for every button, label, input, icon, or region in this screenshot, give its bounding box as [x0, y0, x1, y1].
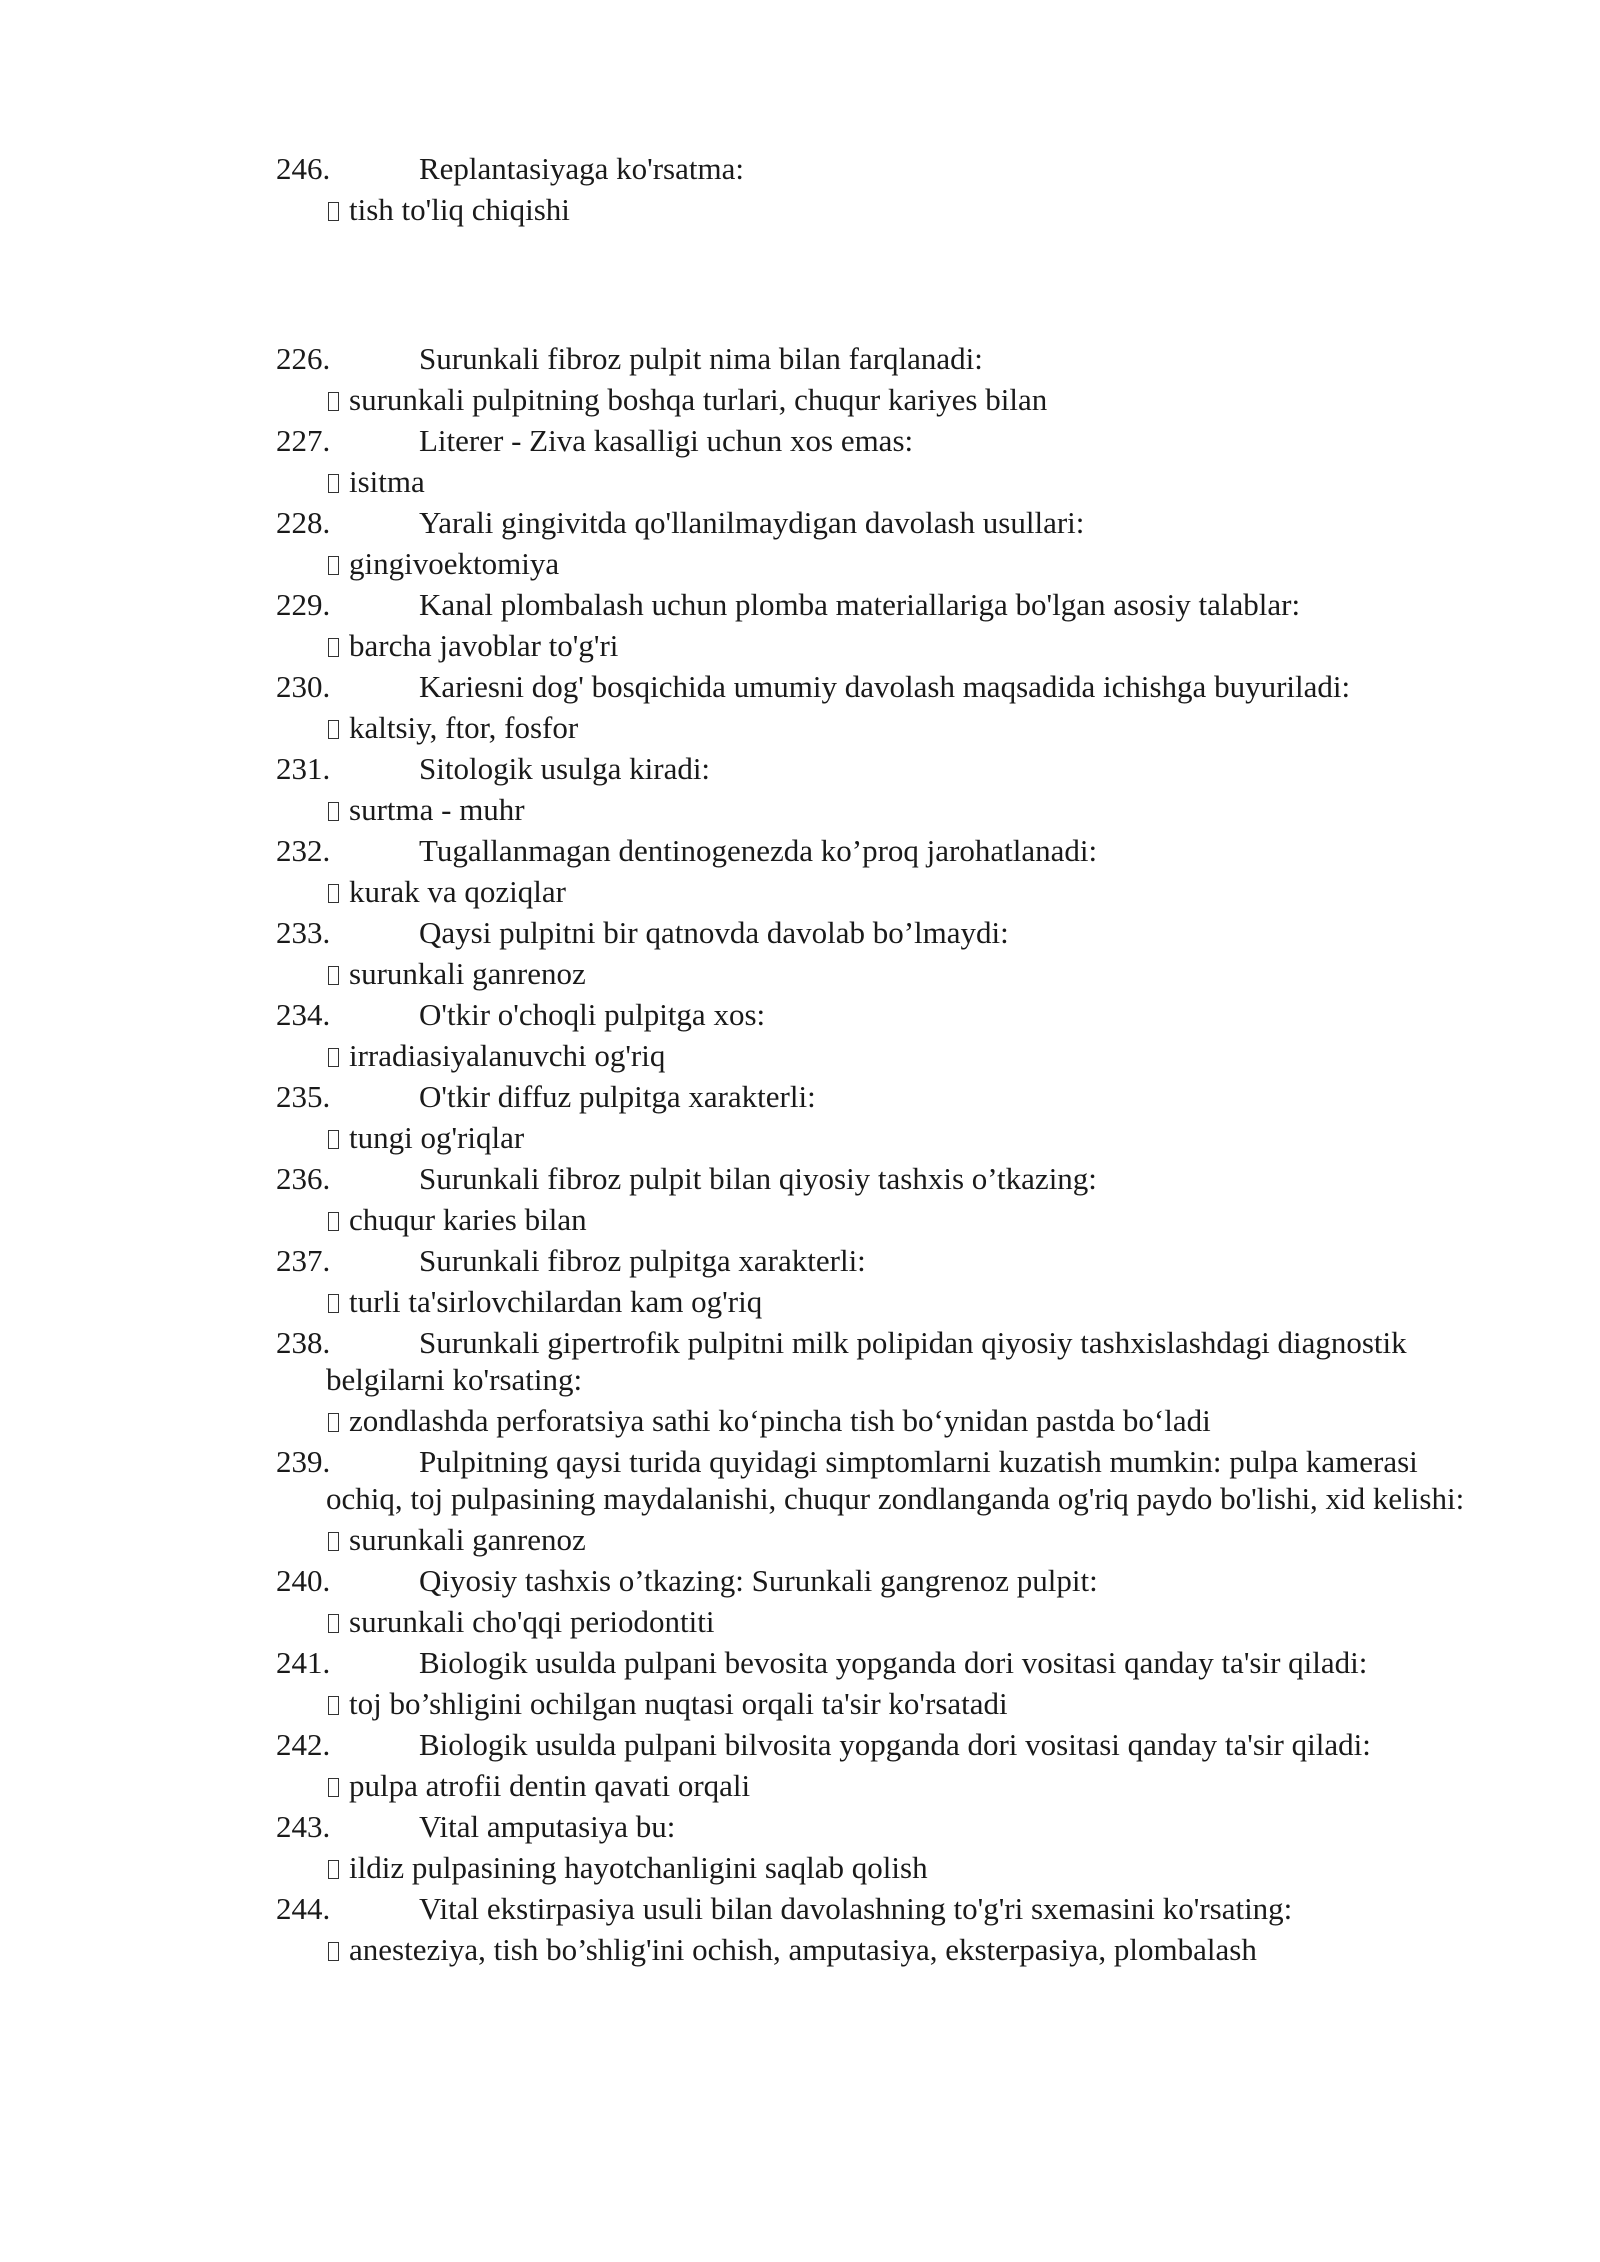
- question-number: 228.: [276, 505, 331, 540]
- question-item: [276, 1890, 1476, 1927]
- checkbox-glyph-icon: [328, 1413, 339, 1432]
- question-item: [276, 504, 1476, 541]
- answer-item: [276, 191, 1476, 228]
- question-text: Qaysi pulpitni bir qatnovda davolab bo’lmaydi:: [419, 915, 1009, 950]
- checkbox-glyph-icon: [328, 556, 339, 575]
- answer-text: anesteziya, tish bo’shlig'ini ochish, amputasiya, eksterpasiya, plombalash: [349, 1932, 1257, 1967]
- answer-text: turli ta'sirlovchilardan kam og'riq: [349, 1284, 763, 1319]
- question-item: [276, 996, 1476, 1033]
- question-item: [276, 422, 1476, 459]
- question-number: 234.: [276, 997, 331, 1032]
- question-number: 236.: [276, 1161, 331, 1196]
- answer-item: [276, 709, 1476, 746]
- answer-text: surunkali ganrenoz: [349, 1522, 586, 1557]
- answer-text: kaltsiy, ftor, fosfor: [349, 710, 579, 745]
- answer-item: [276, 1931, 1476, 1968]
- question-number: 233.: [276, 915, 331, 950]
- question-number: 237.: [276, 1243, 331, 1278]
- question-item: [276, 1726, 1476, 1763]
- question-item: [276, 914, 1476, 951]
- question-text: Surunkali fibroz pulpit nima bilan farqlanadi:: [419, 341, 983, 376]
- question-number: 242.: [276, 1727, 331, 1762]
- question-text: Tugallanmagan dentinogenezda ko’proq jarohatlanadi:: [419, 833, 1098, 868]
- question-list-top: [276, 150, 1476, 232]
- question-item: [276, 1242, 1476, 1279]
- question-number: 241.: [276, 1645, 331, 1680]
- answer-text: irradiasiyalanuvchi og'riq: [349, 1038, 666, 1073]
- question-text: Sitologik usulga kiradi:: [419, 751, 711, 786]
- checkbox-glyph-icon: [328, 392, 339, 411]
- answer-item: [276, 791, 1476, 828]
- question-item: [276, 832, 1476, 869]
- answer-text: barcha javoblar to'g'ri: [349, 628, 619, 663]
- answer-item: [276, 1767, 1476, 1804]
- question-text: Biologik usulda pulpani bilvosita yopganda dori vositasi qanday ta'sir qiladi:: [419, 1727, 1371, 1762]
- answer-text: surunkali ganrenoz: [349, 956, 586, 991]
- question-text: Vital amputasiya bu:: [419, 1809, 676, 1844]
- question-text: Surunkali gipertrofik pulpitni milk polipidan qiyosiy tashxislashdagi diagnostik belgilarni ko'rsating:: [326, 1325, 1407, 1397]
- answer-text: gingivoektomiya: [349, 546, 560, 581]
- question-text: O'tkir diffuz pulpitga xarakterli:: [419, 1079, 816, 1114]
- answer-text: tungi og'riqlar: [349, 1120, 525, 1155]
- answer-item: [276, 1603, 1476, 1640]
- answer-text: ildiz pulpasining hayotchanligini saqlab qolish: [349, 1850, 928, 1885]
- question-number: 244.: [276, 1891, 331, 1926]
- checkbox-glyph-icon: [328, 1860, 339, 1879]
- question-text: Yarali gingivitda qo'llanilmaydigan davolash usullari:: [419, 505, 1085, 540]
- answer-text: kurak va qoziqlar: [349, 874, 566, 909]
- question-list-main: [276, 340, 1476, 1972]
- answer-text: toj bo’shligini ochilgan nuqtasi orqali ta'sir ko'rsatadi: [349, 1686, 1008, 1721]
- question-text: O'tkir o'choqli pulpitga xos:: [419, 997, 766, 1032]
- answer-item: [276, 1119, 1476, 1156]
- answer-text: surtma - muhr: [349, 792, 525, 827]
- answer-item: [276, 627, 1476, 664]
- question-number: 226.: [276, 341, 331, 376]
- question-text: Vital ekstirpasiya usuli bilan davolashning to'g'ri sxemasini ko'rsating:: [419, 1891, 1293, 1926]
- question-text: Biologik usulda pulpani bevosita yopganda dori vositasi qanday ta'sir qiladi:: [419, 1645, 1368, 1680]
- question-text: Surunkali fibroz pulpitga xarakterli:: [419, 1243, 866, 1278]
- question-item: [276, 1443, 1476, 1517]
- checkbox-glyph-icon: [328, 720, 339, 739]
- answer-item: [276, 545, 1476, 582]
- answer-item: [276, 1283, 1476, 1320]
- question-number: 232.: [276, 833, 331, 868]
- answer-text: tish to'liq chiqishi: [349, 192, 570, 227]
- checkbox-glyph-icon: [328, 1778, 339, 1797]
- question-text: Qiyosiy tashxis o’tkazing: Surunkali gangrenoz pulpit:: [419, 1563, 1098, 1598]
- checkbox-glyph-icon: [328, 474, 339, 493]
- question-item: [276, 586, 1476, 623]
- question-number: 246.: [276, 151, 331, 186]
- answer-text: surunkali cho'qqi periodontiti: [349, 1604, 715, 1639]
- checkbox-glyph-icon: [328, 1048, 339, 1067]
- checkbox-glyph-icon: [328, 1696, 339, 1715]
- question-number: 227.: [276, 423, 331, 458]
- checkbox-glyph-icon: [328, 638, 339, 657]
- question-number: 229.: [276, 587, 331, 622]
- answer-text: pulpa atrofii dentin qavati orqali: [349, 1768, 751, 1803]
- question-number: 231.: [276, 751, 331, 786]
- checkbox-glyph-icon: [328, 1614, 339, 1633]
- question-item: [276, 1160, 1476, 1197]
- checkbox-glyph-icon: [328, 1294, 339, 1313]
- question-number: 238.: [276, 1325, 331, 1360]
- checkbox-glyph-icon: [328, 202, 339, 221]
- question-number: 235.: [276, 1079, 331, 1114]
- question-number: 243.: [276, 1809, 331, 1844]
- question-number: 230.: [276, 669, 331, 704]
- question-text: Surunkali fibroz pulpit bilan qiyosiy tashxis o’tkazing:: [419, 1161, 1097, 1196]
- question-text: Pulpitning qaysi turida quyidagi simptomlarni kuzatish mumkin: pulpa kamerasi ochiq, toj pulpasining maydalanishi, chuqur zondlanganda og'riq paydo bo'lishi, xid kelishi:: [326, 1444, 1465, 1516]
- answer-item: [276, 381, 1476, 418]
- checkbox-glyph-icon: [328, 884, 339, 903]
- question-item: [276, 668, 1476, 705]
- question-number: 239.: [276, 1444, 331, 1479]
- checkbox-glyph-icon: [328, 1942, 339, 1961]
- question-item: [276, 1324, 1476, 1398]
- question-text: Kanal plombalash uchun plomba materiallariga bo'lgan asosiy talablar:: [419, 587, 1301, 622]
- checkbox-glyph-icon: [328, 1532, 339, 1551]
- answer-item: [276, 463, 1476, 500]
- question-item: [276, 750, 1476, 787]
- answer-item: [276, 1402, 1476, 1439]
- question-item: [276, 1808, 1476, 1845]
- answer-item: [276, 955, 1476, 992]
- answer-text: zondlashda perforatsiya sathi ko‘pincha tish bo‘ynidan pastda bo‘ladi: [349, 1403, 1211, 1438]
- question-item: [276, 1078, 1476, 1115]
- answer-item: [276, 1037, 1476, 1074]
- question-item: [276, 340, 1476, 377]
- question-item: [276, 1562, 1476, 1599]
- answer-item: [276, 1201, 1476, 1238]
- question-text: Replantasiyaga ko'rsatma:: [419, 151, 744, 186]
- checkbox-glyph-icon: [328, 1212, 339, 1231]
- question-number: 240.: [276, 1563, 331, 1598]
- checkbox-glyph-icon: [328, 966, 339, 985]
- answer-text: chuqur karies bilan: [349, 1202, 587, 1237]
- answer-item: [276, 1521, 1476, 1558]
- question-item: [276, 1644, 1476, 1681]
- answer-text: isitma: [349, 464, 425, 499]
- checkbox-glyph-icon: [328, 1130, 339, 1149]
- question-text: Kariesni dog' bosqichida umumiy davolash maqsadida ichishga buyuriladi:: [419, 669, 1351, 704]
- answer-item: [276, 1849, 1476, 1886]
- checkbox-glyph-icon: [328, 802, 339, 821]
- question-item: [276, 150, 1476, 187]
- answer-item: [276, 873, 1476, 910]
- question-text: Literer - Ziva kasalligi uchun xos emas:: [419, 423, 914, 458]
- answer-text: surunkali pulpitning boshqa turlari, chuqur kariyes bilan: [349, 382, 1048, 417]
- answer-item: [276, 1685, 1476, 1722]
